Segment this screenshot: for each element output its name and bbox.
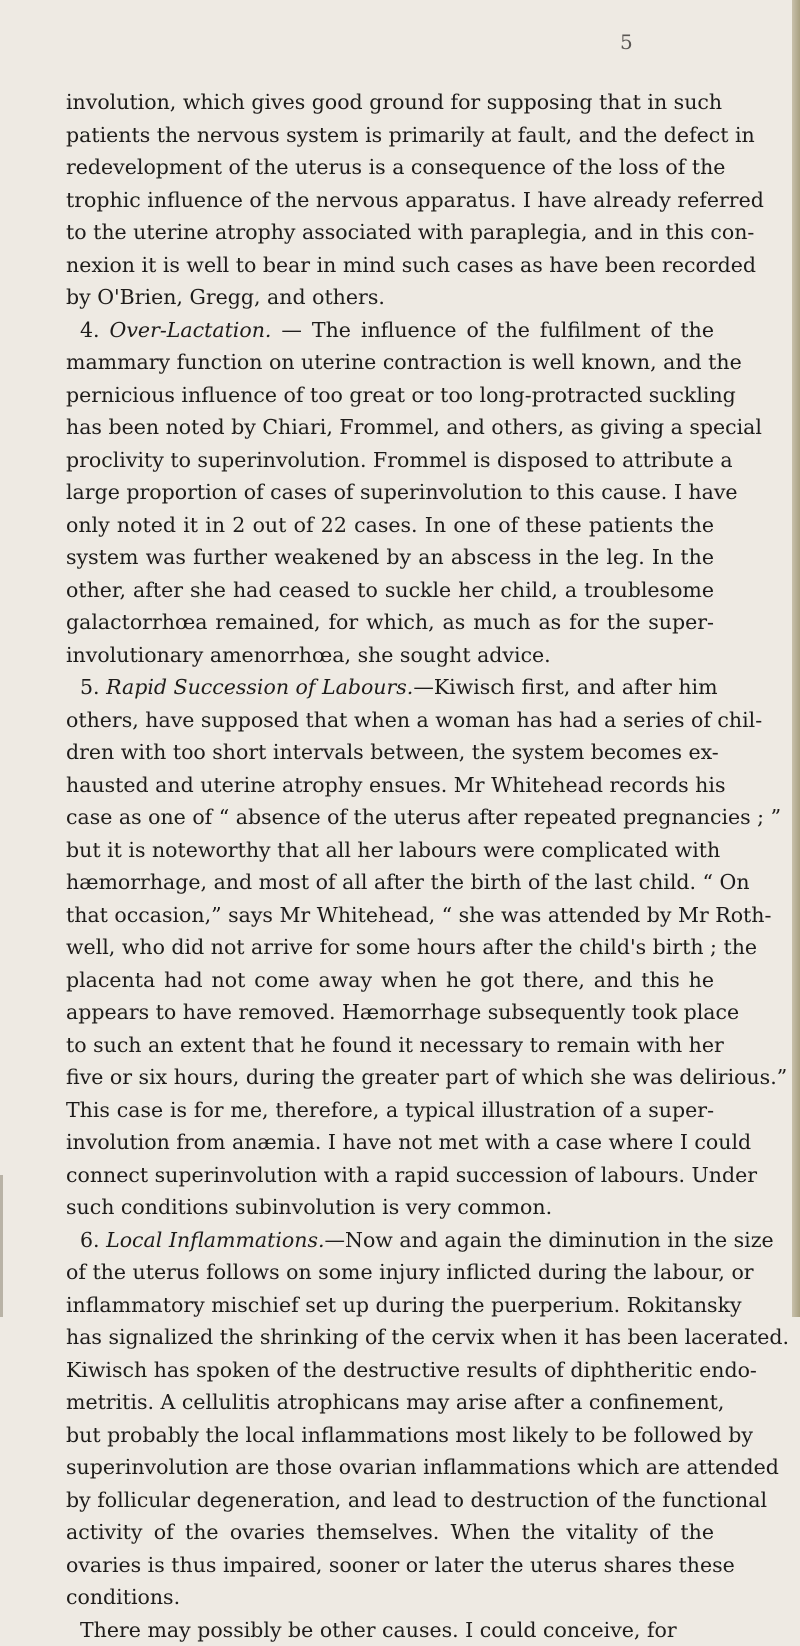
text-line: ovaries is thus impaired, sooner or later the uterus shares these — [66, 1549, 714, 1582]
text-line — [66, 671, 714, 704]
text-line: by follicular degeneration, and lead to destruction of the functional — [66, 1484, 714, 1517]
text-line: only noted it in 2 out of 22 cases. In one of these patients the — [66, 509, 714, 542]
text-line: Kiwisch has spoken of the destructive results of diphtheritic endo- — [66, 1354, 714, 1387]
text-line: has been noted by Chiari, Frommel, and others, as giving a special — [66, 411, 714, 444]
text-line: but probably the local inflammations most likely to be followed by — [66, 1419, 714, 1452]
text-line: redevelopment of the uterus is a consequence of the loss of the — [66, 151, 714, 184]
text-line: large proportion of cases of superinvolution to this cause. I have — [66, 476, 714, 509]
section-number: 6. — [80, 1228, 100, 1252]
text-line — [66, 314, 714, 347]
text-line: connect superinvolution with a rapid succession of labours. Under — [66, 1159, 714, 1192]
binding-mark — [0, 1175, 3, 1317]
text-line: proclivity to superinvolution. Frommel is disposed to attribute a — [66, 444, 714, 477]
text-line: dren with too short intervals between, the system becomes ex- — [66, 736, 714, 769]
text-line: activity of the ovaries themselves. When the vitality of the — [66, 1516, 714, 1549]
section-text: —Now and again the diminution in the size — [325, 1228, 774, 1252]
text-line: to the uterine atrophy associated with paraplegia, and in this con- — [66, 216, 714, 249]
text-line: that occasion,” says Mr Whitehead, “ she was attended by Mr Roth- — [66, 899, 714, 932]
body-text — [66, 86, 714, 1646]
text-line: pernicious influence of too great or too long-protracted suckling — [66, 379, 714, 412]
page-edge-shadow — [792, 0, 800, 1317]
text-line: There may possibly be other causes. I could conceive, for — [66, 1614, 714, 1646]
text-line: trophic influence of the nervous apparatus. I have already referred — [66, 184, 714, 217]
text-line: others, have supposed that when a woman has had a series of chil- — [66, 704, 714, 737]
text-line: hausted and uterine atrophy ensues. Mr Whitehead records his — [66, 769, 714, 802]
page-number: 5 — [620, 30, 633, 54]
section-heading: Rapid Succession of Labours. — [106, 675, 413, 699]
text-line: inflammatory mischief set up during the puerperium. Rokitansky — [66, 1289, 714, 1322]
text-line: placenta had not come away when he got there, and this he — [66, 964, 714, 997]
text-line: involution from anæmia. I have not met with a case where I could — [66, 1126, 714, 1159]
text-line: This case is for me, therefore, a typical illustration of a super- — [66, 1094, 714, 1127]
text-line: superinvolution are those ovarian inflammations which are attended — [66, 1451, 714, 1484]
text-line: such conditions subinvolution is very common. — [66, 1191, 714, 1224]
text-line: five or six hours, during the greater part of which she was delirious.” — [66, 1061, 714, 1094]
text-line: appears to have removed. Hæmorrhage subsequently took place — [66, 996, 714, 1029]
section-text: — The influence of the fulfilment of the — [271, 318, 714, 342]
text-line: nexion it is well to bear in mind such cases as have been recorded — [66, 249, 714, 282]
section-heading: Over-Lactation. — [110, 318, 272, 342]
section-heading: Local Inflammations. — [106, 1228, 324, 1252]
text-line: system was further weakened by an abscess in the leg. In the — [66, 541, 714, 574]
text-line: has signalized the shrinking of the cervix when it has been lacerated. — [66, 1321, 714, 1354]
text-line: other, after she had ceased to suckle her child, a troublesome — [66, 574, 714, 607]
section-number: 4. — [80, 318, 100, 342]
text-line: patients the nervous system is primarily at fault, and the defect in — [66, 119, 714, 152]
text-line: conditions. — [66, 1581, 714, 1614]
text-line: case as one of “ absence of the uterus after repeated pregnancies ; ” — [66, 801, 714, 834]
text-line: but it is noteworthy that all her labours were complicated with — [66, 834, 714, 867]
text-line: well, who did not arrive for some hours after the child's birth ; the — [66, 931, 714, 964]
section-text: —Kiwisch first, and after him — [413, 675, 717, 699]
text-line: involutionary amenorrhœa, she sought advice. — [66, 639, 714, 672]
text-line: by O'Brien, Gregg, and others. — [66, 281, 714, 314]
text-line: galactorrhœa remained, for which, as much as for the super- — [66, 606, 714, 639]
text-line: to such an extent that he found it necessary to remain with her — [66, 1029, 714, 1062]
text-line: hæmorrhage, and most of all after the birth of the last child. “ On — [66, 866, 714, 899]
text-line: of the uterus follows on some injury inflicted during the labour, or — [66, 1256, 714, 1289]
text-line: mammary function on uterine contraction is well known, and the — [66, 346, 714, 379]
text-line — [66, 1224, 714, 1257]
text-line: involution, which gives good ground for supposing that in such — [66, 86, 714, 119]
section-number: 5. — [80, 675, 100, 699]
text-line: metritis. A cellulitis atrophicans may arise after a confinement, — [66, 1386, 714, 1419]
